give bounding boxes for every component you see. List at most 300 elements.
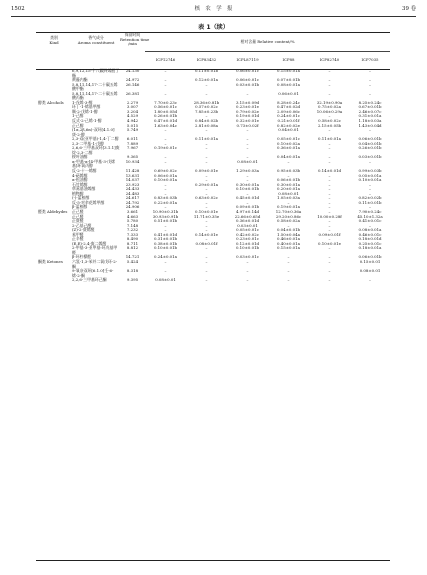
row-retention-time: 9.365 xyxy=(126,154,139,160)
row-kind xyxy=(36,278,72,283)
row-retention-time: 6.011 xyxy=(126,136,139,142)
row-kind: 醛类 Aldehydes xyxy=(38,208,68,214)
row-retention-time: 7.148 xyxy=(126,222,139,228)
row-value: 0.51±0.01b xyxy=(153,218,178,224)
row-value: 0.11±0.01a xyxy=(318,136,341,142)
row-retention-time: 3.661 xyxy=(126,208,139,214)
row-value: 0.40±0.01a xyxy=(277,240,300,246)
table-row xyxy=(36,110,390,115)
row-value: 0.09±0.01b xyxy=(235,204,260,210)
row-constituent: 植物醇 xyxy=(72,190,84,196)
row-value: 0.99±0.03b xyxy=(358,168,382,174)
row-value: 32.19±0.90a xyxy=(316,99,343,105)
row-constituent: α-松油醇 xyxy=(72,177,88,183)
row-value: – xyxy=(369,204,371,210)
table-row xyxy=(36,146,390,155)
row-value: 0.83±0.03b xyxy=(153,195,178,201)
row-value: 28.36±0.81b xyxy=(193,99,220,105)
row-value: 8.28±0.24c xyxy=(277,99,300,105)
row-value: 0.08±0.01a xyxy=(358,227,382,233)
row-value: – xyxy=(328,218,331,224)
row-value: – xyxy=(205,268,208,274)
row-value: – xyxy=(205,236,208,242)
row-value: – xyxy=(369,181,371,187)
row-retention-time: 23.923 xyxy=(125,181,140,187)
row-value: 0.03±0.01b xyxy=(235,81,260,87)
row-constituent: (-)-蓝桉醇 xyxy=(72,195,90,201)
row-constituent: 黄藤内酯 xyxy=(72,77,88,83)
row-value: 10.90±0.31b xyxy=(152,208,179,214)
row-value: – xyxy=(287,158,290,164)
row-constituent: 顺-2-戊烯-1-醇 xyxy=(72,108,98,114)
row-retention-time: 4.942 xyxy=(126,118,139,124)
row-value: 0.45±0.01d xyxy=(235,195,260,201)
row-value: – xyxy=(369,68,371,73)
row-value: 0.07±0.01b xyxy=(276,77,301,83)
row-value: – xyxy=(164,136,167,142)
row-retention-time: 7.967 xyxy=(126,145,139,151)
table-row xyxy=(36,278,390,283)
row-kind xyxy=(36,69,72,78)
row-value: 0.04±0.01b xyxy=(358,140,382,146)
header-rule xyxy=(11,16,416,17)
row-value: 0.11±0.01a xyxy=(195,136,218,142)
row-value: 0.03±0.01 xyxy=(237,222,258,228)
row-value: – xyxy=(287,258,290,264)
row-value: 2.81±0.08a xyxy=(195,122,218,128)
row-constituent: β-蓝桉醇 xyxy=(72,204,88,210)
row-value: 0.08±0.01 xyxy=(237,158,258,164)
row-value: – xyxy=(246,145,249,151)
row-value: – xyxy=(328,222,331,228)
row-value: – xyxy=(246,154,249,160)
row-value: – xyxy=(287,172,290,178)
row-value: – xyxy=(205,218,208,224)
row-value: 0.06±0.01c xyxy=(236,68,259,73)
row-value: 0.82±0.02e xyxy=(277,122,300,128)
header-rt-cn: 保留时间 xyxy=(124,32,141,37)
row-value: 0.18±0.01d xyxy=(358,236,382,242)
row-constituent: 2,3-双(亚甲基)-1,4-丁二醇 xyxy=(72,136,119,142)
row-value: 0.08±0.01 xyxy=(155,277,176,283)
row-value: 0.10±0.01b xyxy=(153,245,178,251)
row-value: – xyxy=(328,113,331,119)
row-value: 0.03±0.01b xyxy=(358,154,382,160)
row-value: – xyxy=(369,186,371,192)
page-number: 1502 xyxy=(11,6,25,12)
row-value: – xyxy=(246,277,249,283)
row-value: – xyxy=(328,268,331,274)
row-retention-time: 24.483 xyxy=(125,190,140,196)
row-retention-time: 24.433 xyxy=(125,186,140,192)
row-kind xyxy=(36,83,72,92)
row-constituent: 正己醇 xyxy=(72,122,84,128)
row-value: – xyxy=(328,254,331,260)
row-value: 0.25±0.01c xyxy=(358,240,382,246)
header-retention-time xyxy=(120,32,150,69)
row-value: 0.32±0.01e xyxy=(236,118,259,124)
row-value: – xyxy=(164,222,167,228)
row-constituent: 正辛醛 xyxy=(72,236,84,242)
row-value: 1.63±0.04c xyxy=(154,122,177,128)
row-constituent: 5,8,11,14,17-二十碳五烯酸甲酯 xyxy=(72,81,118,92)
row-value: 0.84±0.02b xyxy=(194,118,219,124)
row-value: – xyxy=(246,136,249,142)
row-value: 2.15±0.05b xyxy=(317,122,342,128)
row-value: 1.18±0.03a xyxy=(358,118,382,124)
row-value: 11.71±0.35e xyxy=(193,213,220,219)
row-value: 0.58±0.02c xyxy=(318,118,341,124)
row-value: – xyxy=(369,190,371,196)
row-retention-time: 24.906 xyxy=(125,204,140,210)
row-value: 0.41±0.01d xyxy=(153,231,178,237)
row-value: 7.70±0.23c xyxy=(154,99,177,105)
row-value: 0.14±0.01d xyxy=(317,168,342,174)
row-value: 0.18±0.01a xyxy=(358,245,382,251)
row-value: – xyxy=(328,227,331,233)
row-retention-time: 2.279 xyxy=(126,99,139,105)
row-value: – xyxy=(328,172,331,178)
header-rt-unit: /min xyxy=(128,41,137,47)
row-value: 0.03±0.01c xyxy=(236,254,259,260)
header-constituent-cn: 香气成分 xyxy=(88,35,104,40)
row-value: – xyxy=(287,268,290,274)
row-value: 0.46±0.01c xyxy=(358,231,382,237)
row-value: 0.46±0.01a xyxy=(277,236,300,242)
row-constituent: 反-2-十一烯醇 xyxy=(72,168,97,174)
row-value: – xyxy=(164,190,167,196)
row-constituent: 2,2,6-三甲基环己酮 xyxy=(72,277,107,283)
row-value: – xyxy=(328,145,331,151)
row-retention-time: 3.204 xyxy=(126,108,139,114)
row-value: 0.05±0.01a xyxy=(358,172,382,178)
row-value: – xyxy=(328,199,331,205)
row-value: 0.06±0.01c xyxy=(236,77,259,83)
row-value: – xyxy=(369,81,371,87)
row-value: – xyxy=(328,77,331,83)
row-retention-time: 24.792 xyxy=(125,199,140,205)
row-value: – xyxy=(369,222,371,228)
row-value: – xyxy=(205,199,208,205)
row-value: – xyxy=(328,258,331,264)
table-bottom-rule xyxy=(36,560,390,561)
row-constituent: 4-萜烯醇 xyxy=(72,172,88,178)
row-constituent: 环丁-1-烯基甲醇 xyxy=(72,104,101,110)
row-value: 29.20±0.86c xyxy=(275,213,302,219)
row-value: 0.23±0.01c xyxy=(236,236,259,242)
row-retention-time: 5.749 xyxy=(126,127,139,133)
row-value: 30.93±0.91b xyxy=(152,213,179,219)
row-value: – xyxy=(205,177,208,183)
row-constituent: (Z)-2-庚烯醛 xyxy=(72,227,95,233)
row-retention-time: 8.711 xyxy=(126,240,139,246)
row-value: 0.15±0.01 xyxy=(359,258,381,264)
row-value: 0.11±0.01b xyxy=(194,68,219,73)
row-kind: 酮类 Ketones xyxy=(38,258,63,264)
row-constituent: 反式-2-己烯-1-醇 xyxy=(72,118,102,124)
row-value: – xyxy=(328,190,331,196)
row-value: 2.09±0.06c xyxy=(277,108,300,114)
row-value: 0.47±0.01d xyxy=(153,118,178,124)
row-value: – xyxy=(246,90,249,96)
row-constituent: 9-氧杂双环[6.1.0]壬-6-烯-2-酮 xyxy=(72,268,114,278)
row-value: 0.10±0.01e xyxy=(318,240,341,246)
row-value: 12.70±0.36a xyxy=(275,208,302,214)
row-retention-time: 9.395 xyxy=(126,277,139,283)
row-retention-time: 4.529 xyxy=(126,113,139,119)
row-constituent: 草蒿基油烯醇 xyxy=(72,186,96,192)
row-value: 0.75±0.02a xyxy=(318,104,341,110)
row-value: – xyxy=(246,258,249,264)
row-constituent: (E,E)-2,4-庚二烯醛 xyxy=(72,240,107,246)
row-constituent: 石竹烯醇 xyxy=(72,181,88,187)
row-value: 0.15±0.01a xyxy=(277,68,300,73)
row-value: – xyxy=(246,127,249,133)
row-value: 0.08±0.01 xyxy=(278,190,299,196)
row-value: – xyxy=(205,245,208,251)
row-retention-time: 8.812 xyxy=(126,245,139,251)
row-value: 0.08±0.01f xyxy=(195,240,218,246)
row-value: 0.06±0.01b xyxy=(276,177,301,183)
row-value: – xyxy=(328,177,331,183)
row-value: – xyxy=(328,204,331,210)
row-value: – xyxy=(205,145,208,151)
journal-name: 核 农 学 报 xyxy=(194,6,233,12)
row-value: – xyxy=(164,186,167,192)
row-value: – xyxy=(205,190,208,196)
row-value: – xyxy=(205,140,208,146)
row-value: 0.06±0.01a xyxy=(154,172,177,178)
row-value: – xyxy=(328,140,331,146)
row-value: 0.06±0.01 xyxy=(278,90,299,96)
row-value: 0.11±0.01b xyxy=(358,199,382,205)
row-value: – xyxy=(205,154,208,160)
row-value: – xyxy=(287,254,290,260)
row-constituent: 正己醛 xyxy=(72,213,84,219)
row-constituent: 2,3-二甲基-1-戊醇 xyxy=(72,140,105,146)
row-value: – xyxy=(328,195,331,201)
row-value: – xyxy=(205,222,208,228)
row-value: 0.41±0.01c xyxy=(358,218,382,224)
row-retention-time: 3.007 xyxy=(126,104,139,110)
row-constituent: β-环柠檬醛 xyxy=(72,254,92,260)
row-value: – xyxy=(287,277,290,283)
row-value: 0.56±0.01c xyxy=(154,104,177,110)
row-value: 10.00±0.28f xyxy=(317,213,342,219)
row-constituent: 2-乙基己醛 xyxy=(72,222,92,228)
row-constituent: 1-戊烯-3-醇 xyxy=(72,99,93,105)
aroma-table xyxy=(36,33,390,283)
row-constituent: 正己醛 xyxy=(72,208,84,214)
row-value: 0.31±0.01b xyxy=(153,236,178,242)
row-value: 2.46±0.07c xyxy=(358,108,382,114)
row-value: 0.30±0.01a xyxy=(236,181,259,187)
row-value: – xyxy=(164,181,167,187)
table-caption: 表 1（续） xyxy=(198,24,229,31)
row-value: – xyxy=(287,199,290,205)
row-value: 0.36±0.01a xyxy=(277,145,300,151)
row-value: – xyxy=(369,158,371,164)
row-value: – xyxy=(205,158,208,164)
row-value: – xyxy=(369,77,371,83)
row-retention-time: 7.333 xyxy=(126,231,139,237)
row-value: – xyxy=(328,208,331,214)
header-relative-content: 相对含量 Relative content/% xyxy=(240,38,295,44)
row-retention-time: 24.972 xyxy=(125,77,140,83)
row-kind xyxy=(36,146,72,155)
row-value: 7.90±0.24c xyxy=(358,208,382,214)
row-value: – xyxy=(164,268,167,274)
row-retention-time: 24.130 xyxy=(125,68,140,73)
row-value: 0.19±0.01d xyxy=(235,113,260,119)
row-value: 0.24±0.01a xyxy=(154,254,177,260)
row-retention-time: 5.424 xyxy=(126,258,139,264)
row-value: – xyxy=(328,158,331,164)
row-value: – xyxy=(328,186,331,192)
row-value: – xyxy=(205,172,208,178)
row-retention-time: 14.721 xyxy=(125,254,140,260)
row-value: 4.97±0.14d xyxy=(235,208,260,214)
row-value: 0.58±0.02a xyxy=(277,218,300,224)
header-sample: ICP12746 xyxy=(155,56,176,62)
row-value: 0.10±0.01b xyxy=(235,186,260,192)
row-retention-time: 5.780 xyxy=(126,218,139,224)
row-value: 10.06±0.29a xyxy=(316,108,343,114)
row-constituent: (1α,2β,6α)-双环[4.1.0]庚-2-醇 xyxy=(72,127,115,137)
row-constituent: 2,6,6-三甲基双环[3.1.1]庚烷-2,3-二醇 xyxy=(72,145,120,155)
row-kind xyxy=(36,269,72,278)
row-value: – xyxy=(246,177,249,183)
row-kind: 醇类 Alcohols xyxy=(38,99,64,105)
row-value: 0.47±0.02d xyxy=(276,104,301,110)
row-retention-time: 26.381 xyxy=(125,90,140,96)
row-value: – xyxy=(164,127,167,133)
header-rt-en: Retention time xyxy=(120,36,150,42)
row-retention-time: 5.015 xyxy=(126,122,139,128)
row-value: 22.66±0.65d xyxy=(234,213,261,219)
row-retention-time: 26.146 xyxy=(125,81,140,87)
header-kind-cn: 类别 xyxy=(50,35,58,40)
row-value: 0.19±0.01a xyxy=(277,204,300,210)
row-constituent: 反-5-对伞花烯甲醇 xyxy=(72,199,105,205)
row-value: 0.36±0.01d xyxy=(235,218,260,224)
row-value: – xyxy=(164,140,167,146)
row-value: – xyxy=(328,154,331,160)
volume-label: 39 卷 xyxy=(402,6,416,12)
row-value: 0.23±0.01e xyxy=(236,104,259,110)
row-value: 0.10±0.01a xyxy=(154,177,177,183)
row-value: 0.10±0.01e xyxy=(195,208,218,214)
row-value: – xyxy=(164,81,167,87)
row-value: – xyxy=(246,190,249,196)
row-value: – xyxy=(328,81,331,87)
row-value: – xyxy=(246,268,249,274)
row-retention-time: 10.934 xyxy=(125,158,140,164)
header-constituent xyxy=(72,33,120,69)
row-value: 3.15±0.09d xyxy=(235,99,260,105)
row-constituent: 6,9,12,15-十八碳四烯醛丁酯 xyxy=(72,68,120,78)
row-value: 0.06±0.01b xyxy=(358,254,382,260)
header-kind-en: Kind xyxy=(49,39,59,45)
row-value: – xyxy=(328,127,331,133)
row-value: 0.04±0.01a xyxy=(277,154,300,160)
row-retention-time: 13.631 xyxy=(125,172,140,178)
row-value: – xyxy=(205,254,208,260)
row-value: – xyxy=(287,222,290,228)
row-value: 0.08±0.01 xyxy=(359,268,381,274)
row-value: – xyxy=(328,181,331,187)
row-constituent: 桉叶油醇 xyxy=(72,154,88,160)
row-constituent: 苯甲醛 xyxy=(72,231,84,237)
row-value: – xyxy=(205,277,208,283)
row-value: 0.05±0.01c xyxy=(236,227,259,233)
row-value: 0.12±0.01a xyxy=(195,77,218,83)
row-value: 1.43±0.04d xyxy=(358,122,382,128)
row-value: 0.04±0.01 xyxy=(278,127,299,133)
row-value: – xyxy=(205,127,208,133)
row-constituent: 正庚醛 xyxy=(72,218,84,224)
row-value: – xyxy=(246,140,249,146)
row-value: 0.69±0.02c xyxy=(154,168,177,174)
row-value: – xyxy=(328,245,331,251)
row-retention-time: 24.617 xyxy=(125,195,140,201)
row-kind xyxy=(36,128,72,137)
row-value: 0.26±0.01b xyxy=(153,113,178,119)
row-value: 1.05±0.03a xyxy=(277,195,300,201)
row-value: 0.20±0.01a xyxy=(277,186,300,192)
header-sample: ICP82740 xyxy=(319,56,340,62)
row-value: – xyxy=(369,90,371,96)
row-value: 1.50±0.04a xyxy=(277,231,300,237)
row-value: – xyxy=(205,204,208,210)
table-body xyxy=(36,69,390,283)
row-value: 0.95±0.03b xyxy=(276,168,301,174)
row-retention-time: 7.232 xyxy=(126,227,139,233)
row-value: – xyxy=(164,77,167,83)
row-value: 0.63±0.02c xyxy=(195,195,218,201)
row-value: 1.29±0.03a xyxy=(236,168,259,174)
row-value: 0.10±0.02a xyxy=(277,140,300,146)
row-value: – xyxy=(164,258,167,264)
row-value: 0.19±0.01c xyxy=(154,145,177,151)
row-value: – xyxy=(164,158,167,164)
header-sample: ICPL87119 xyxy=(236,56,259,62)
row-value: 0.09±0.01e xyxy=(195,168,218,174)
row-value: – xyxy=(164,68,167,73)
row-constituent: 2-甲基-3-亚甲基-环戊基甲醛 xyxy=(72,245,118,255)
row-value: – xyxy=(369,127,371,133)
row-value: – xyxy=(369,277,371,283)
row-value: – xyxy=(205,186,208,192)
row-value: 0.06±0.01b xyxy=(358,136,382,142)
row-value: 0.82±0.02b xyxy=(358,195,382,201)
header-sample: ICP7035 xyxy=(361,56,379,62)
row-kind xyxy=(36,160,72,169)
header-kind xyxy=(36,33,72,69)
row-value: – xyxy=(205,90,208,96)
row-value: 0.24±0.01c xyxy=(277,113,300,119)
row-value: – xyxy=(205,113,208,119)
header-sample: ICP83432 xyxy=(196,56,217,62)
row-value: – xyxy=(328,236,331,242)
row-value: 0.08±0.01a xyxy=(277,81,300,87)
row-value: – xyxy=(328,68,331,73)
row-value: 0.67±0.01b xyxy=(358,104,382,110)
header-constituent-en: Aroma constituent xyxy=(77,39,115,45)
table-row xyxy=(36,169,390,174)
row-value: 1.80±0.05d xyxy=(153,108,178,114)
row-value: – xyxy=(246,199,249,205)
